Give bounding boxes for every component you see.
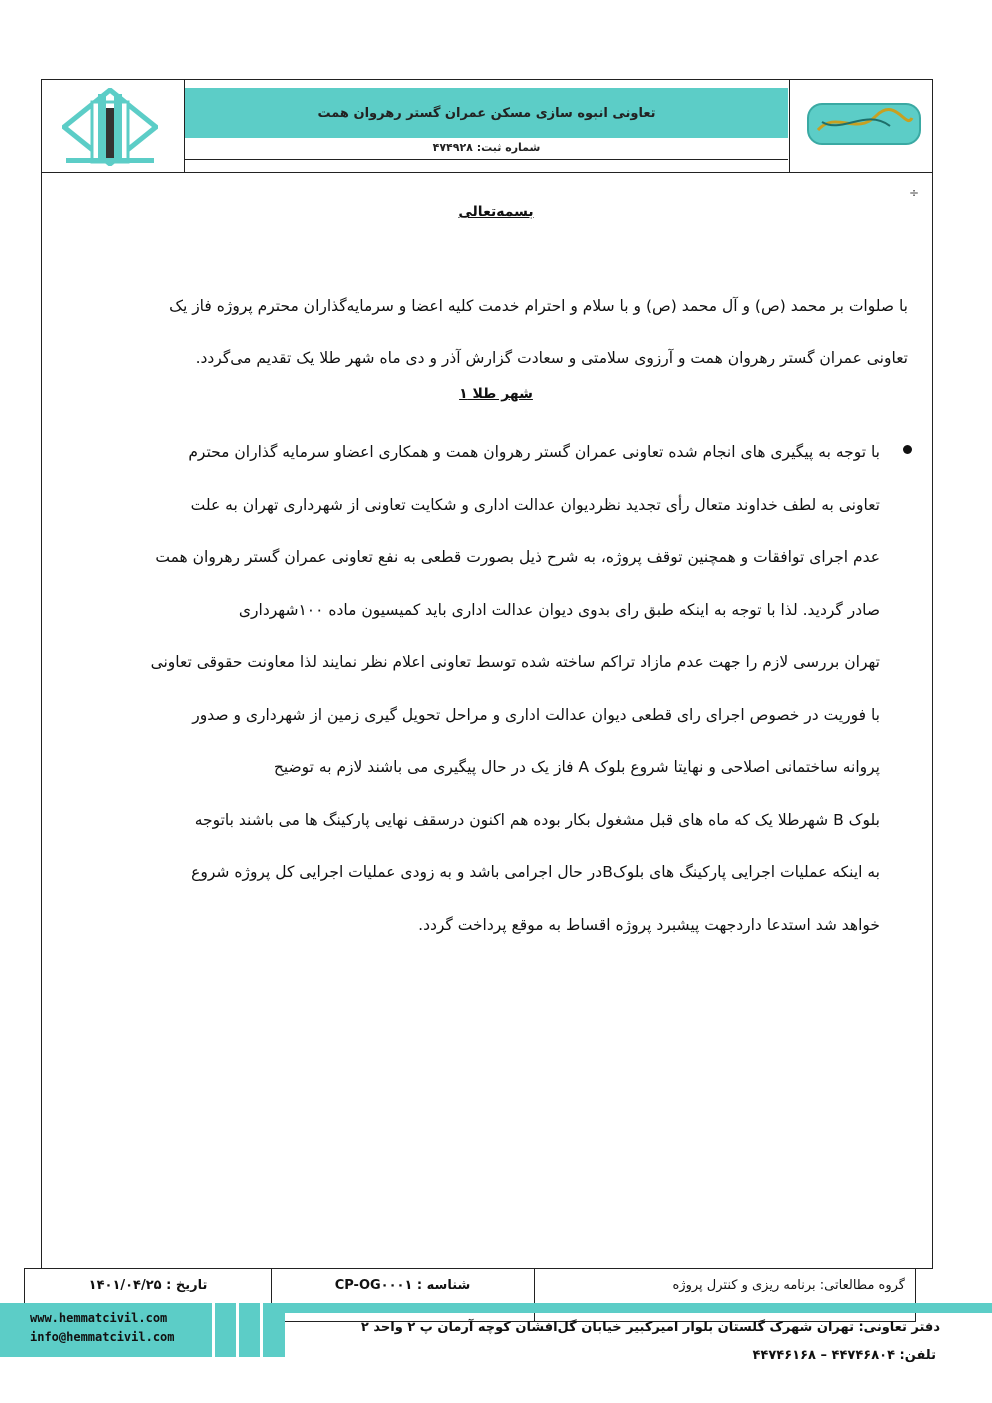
bullet-line: خواهد شد استدعا داردجهت پیشبرد پروژه اقساط به موقع پرداخت گردد. xyxy=(418,915,880,934)
registration-number: شماره ثبت: ۴۷۴۹۲۸ xyxy=(432,141,541,154)
bullet-line: به اینکه عملیات اجرایی پارکینگ های بلوکBدر حال اجرامی باشد و به زودی عملیات اجرایی کل پروژه شروع xyxy=(191,863,880,881)
bullet-line: صادر گردید. لذا با توجه به اینکه طبق رای بدوی دیوان عدالت اداری باید کمیسیون ماده ۱۰۰شهرداری xyxy=(238,600,880,619)
corner-mark: ÷ xyxy=(909,186,920,200)
bullet-line: تهران بررسی لازم را جهت عدم مازاد تراکم ساخته شده توسط تعاونی اعلام نظر نمایند لذا معاونت حقوقی تعاونی xyxy=(150,653,880,671)
office-address: دفتر تعاونی: تهران شهرک گلستان بلوار امیرکبیر خیابان گل‌افشان کوچه آرمان پ ۲ واحد ۲ xyxy=(360,1320,940,1335)
bullet-line: با فوریت در خصوص اجرای رای قطعی دیوان عدالت اداری و مراحل تحویل گیری زمین از شهرداری و صدور xyxy=(192,705,880,724)
bullet-item xyxy=(96,426,908,951)
document-code: شناسه : CP-OG۰۰۰۱ xyxy=(334,1277,471,1293)
intro-paragraph xyxy=(96,280,908,384)
header-divider-right xyxy=(789,79,790,173)
bullet-line: عدم اجرای توافقات و همچنین توقف پروژه، به شرح ذیل بصورت قطعی به نفع تعاونی عمران گستر رهروان همت xyxy=(155,548,880,566)
organization-name: تعاونی انبوه سازی مسکن عمران گستر رهروان همت xyxy=(185,88,788,138)
header-divider xyxy=(41,172,933,173)
intro-line-2: تعاونی عمران گستر رهروان همت و آرزوی سلامتی و سعادت گزارش آذر و دی ماه شهر طلا یک تقدیم می‌گردد. xyxy=(195,349,908,367)
basmala-heading: بسمه‌تعالی xyxy=(458,204,534,220)
bullet-line: پروانه ساختمانی اصلاحی و نهایتا شروع بلوک A فاز یک در حال پیگیری می باشند لازم به توضیح xyxy=(273,758,880,776)
registration-number-row xyxy=(185,139,788,160)
section-title: شهر طلا ۱ xyxy=(459,386,533,402)
accent-gap-2 xyxy=(236,1303,239,1357)
accent-gap-3 xyxy=(260,1303,263,1357)
bullet-line: با توجه به پیگیری های انجام شده تعاونی عمران گستر رهروان همت و همکاری اعضاو سرمایه گذاران محترم xyxy=(188,443,880,461)
website-link[interactable]: www.hemmatcivil.com xyxy=(30,1311,168,1325)
bullet-dot-icon xyxy=(903,445,912,454)
email-link[interactable]: info@hemmatcivil.com xyxy=(30,1330,175,1344)
document-date: تاریخ : ۱۴۰۱/۰۴/۲۵ xyxy=(88,1277,208,1293)
bullet-line: تعاونی به لطف خداوند متعال رأی تجدید نظردیوان عدالت اداری و شکایت تعاونی از شهرداری تهران به علت xyxy=(190,495,880,514)
company-building-logo xyxy=(62,88,158,166)
intro-line-1: با صلوات بر محمد (ص) و آل محمد (ص) و با سلام و احترام خدمت کلیه اعضا و سرمایه‌گذاران محترم پروژه فاز یک xyxy=(169,297,908,315)
footer-divider-2 xyxy=(534,1269,535,1321)
calligraphy-logo xyxy=(806,100,922,148)
accent-gap-1 xyxy=(212,1303,215,1357)
phone-numbers: تلفن: ۴۴۷۴۶۸۰۴ – ۴۴۷۴۶۱۶۸ xyxy=(752,1348,936,1363)
bullet-line: بلوک B شهرطلا یک که ماه های قبل مشغول بکار بوده هم اکنون درسقف نهایی پارکینگ ها می باشند باتوجه xyxy=(194,810,880,829)
study-group: گروه مطالعاتی: برنامه ریزی و کنترل پروژه xyxy=(672,1277,905,1293)
bullet-text xyxy=(96,426,880,951)
